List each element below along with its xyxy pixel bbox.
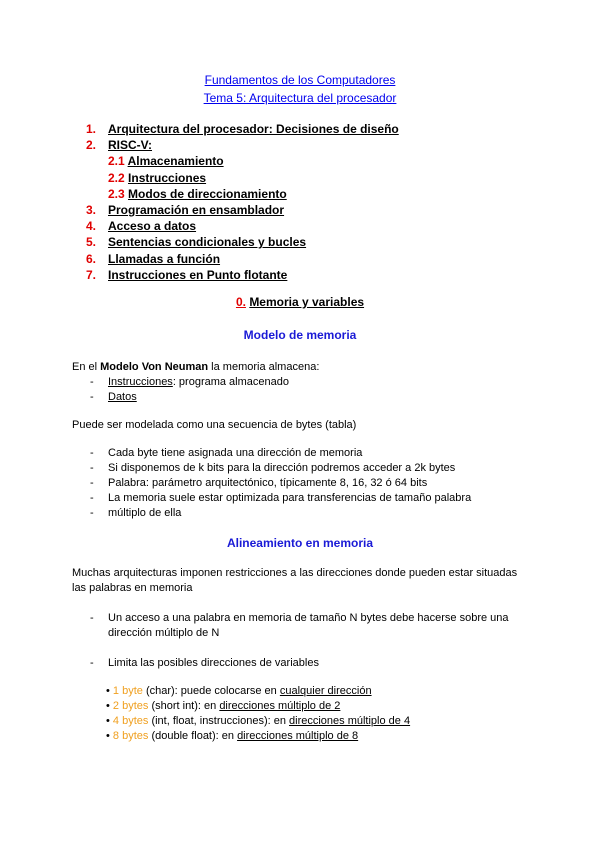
list-item: - Cada byte tiene asignada una dirección de memoria <box>90 447 363 459</box>
address-rule-link[interactable]: cualquier dirección <box>279 685 372 697</box>
address-rule-link[interactable]: direcciones múltiplo de 2 <box>219 700 341 712</box>
fact-text: Si disponemos de k bits para la dirección podremos acceder a 2k bytes <box>108 462 456 474</box>
toc-item-6[interactable] <box>86 251 399 267</box>
toc-item-4[interactable] <box>86 218 399 234</box>
toc-label: Acceso a datos <box>108 219 197 234</box>
fact-text: múltiplo de ella <box>108 507 182 519</box>
toc-number: 5. <box>86 235 97 250</box>
toc-item-5[interactable] <box>86 234 399 250</box>
list-item <box>106 699 340 714</box>
list-item <box>106 684 372 699</box>
toc-item-2[interactable] <box>86 137 399 153</box>
type-label: (char): puede colocarse en <box>142 685 280 697</box>
toc-item-7[interactable] <box>86 267 399 283</box>
intro-text: En el <box>72 361 101 373</box>
size-label: 1 byte <box>112 685 143 697</box>
table-of-contents <box>86 121 399 283</box>
address-rule-link[interactable]: direcciones múltiplo de 8 <box>237 730 359 742</box>
toc-number: 7. <box>86 267 97 282</box>
type-label: (double float): en <box>148 730 238 742</box>
fact-text: La memoria suele estar optimizada para transferencias de tamaño palabra <box>108 492 472 504</box>
rule-text-continued: dirección múltiplo de N <box>108 627 220 639</box>
type-label: (short int): en <box>148 700 220 712</box>
toc-item-2-2[interactable] <box>86 170 399 186</box>
rule-text: Un acceso a una palabra en memoria de tamaño N bytes debe hacerse sobre una <box>108 612 509 624</box>
fact-text: Palabra: parámetro arquitectónico, típicamente 8, 16, 32 ó 64 bits <box>108 477 428 489</box>
list-item: - Datos <box>90 391 137 403</box>
list-item: - Instrucciones: programa almacenado <box>90 376 289 388</box>
course-title-link[interactable]: Fundamentos de los Computadores <box>204 73 396 87</box>
toc-number: 3. <box>86 202 97 217</box>
list-item: - múltiplo de ella <box>90 507 182 519</box>
header-block <box>0 71 600 107</box>
alignment-heading: Alineamiento en memoria <box>226 536 374 550</box>
type-label: (int, float, instrucciones): en <box>148 715 290 727</box>
data-link[interactable]: Datos <box>108 391 137 403</box>
bullet: • <box>106 715 110 727</box>
toc-item-3[interactable] <box>86 202 399 218</box>
size-label: 8 bytes <box>112 730 149 742</box>
list-item <box>106 714 410 729</box>
toc-label: Programación en ensamblador <box>108 202 285 217</box>
toc-number: 2. <box>86 138 97 153</box>
toc-item-2-3[interactable] <box>86 186 399 202</box>
model-text: Puede ser modelada como una secuencia de bytes (tabla) <box>72 419 357 431</box>
list-item <box>106 729 358 744</box>
toc-label: Instrucciones en Punto flotante <box>108 267 288 282</box>
toc-number: 2.1 <box>108 154 125 169</box>
memory-model-intro <box>72 360 319 375</box>
list-item: - La memoria suele estar optimizada para transferencias de tamaño palabra <box>90 492 472 504</box>
toc-number: 4. <box>86 219 97 234</box>
section-0-title <box>0 295 600 309</box>
section-0-number: 0. <box>235 295 246 309</box>
alignment-intro-line1: Muchas arquitecturas imponen restricciones a las direcciones donde pueden estar situadas <box>72 567 518 579</box>
toc-item-2-1[interactable] <box>86 153 399 169</box>
intro-bold: Modelo Von Neuman <box>100 361 209 373</box>
toc-label: Almacenamiento <box>127 154 224 169</box>
toc-label: Sentencias condicionales y bucles <box>108 235 307 250</box>
toc-number: 2.3 <box>108 186 125 201</box>
size-label: 4 bytes <box>112 715 149 727</box>
bullet: • <box>106 700 110 712</box>
instructions-link[interactable]: Instrucciones <box>108 376 173 388</box>
toc-item-1[interactable] <box>86 121 399 137</box>
memory-model-heading: Modelo de memoria <box>243 328 357 342</box>
toc-number: 6. <box>86 251 97 266</box>
intro-text-end: la memoria almacena: <box>208 361 320 373</box>
section-0-label: Memoria y variables <box>249 295 365 309</box>
list-item: - Limita las posibles direcciones de variables <box>90 657 319 669</box>
toc-number: 2.2 <box>108 170 125 185</box>
address-rule-link[interactable]: direcciones múltiplo de 4 <box>289 715 411 727</box>
toc-label: Llamadas a función <box>108 251 221 266</box>
toc-label: Arquitectura del procesador: Decisiones de diseño <box>108 122 399 136</box>
toc-label: Instrucciones <box>128 170 207 185</box>
toc-label: RISC-V: <box>108 138 153 153</box>
list-item: - Si disponemos de k bits para la dirección podremos acceder a 2k bytes <box>90 462 456 474</box>
bullet: • <box>106 730 110 742</box>
list-item: - Un acceso a una palabra en memoria de tamaño N bytes debe hacerse sobre una <box>90 612 509 624</box>
topic-title-link[interactable]: Tema 5: Arquitectura del procesador <box>203 91 397 105</box>
fact-text: Cada byte tiene asignada una dirección de memoria <box>108 447 363 459</box>
alignment-intro-line2: las palabras en memoria <box>72 582 193 594</box>
limit-text: Limita las posibles direcciones de variables <box>108 657 319 669</box>
size-label: 2 bytes <box>112 700 149 712</box>
list-item-text: : programa almacenado <box>172 376 289 388</box>
list-item: - Palabra: parámetro arquitectónico, típicamente 8, 16, 32 ó 64 bits <box>90 477 428 489</box>
bullet: • <box>106 685 110 697</box>
toc-label: Modos de direccionamiento <box>128 186 287 201</box>
toc-number: 1. <box>86 122 97 136</box>
